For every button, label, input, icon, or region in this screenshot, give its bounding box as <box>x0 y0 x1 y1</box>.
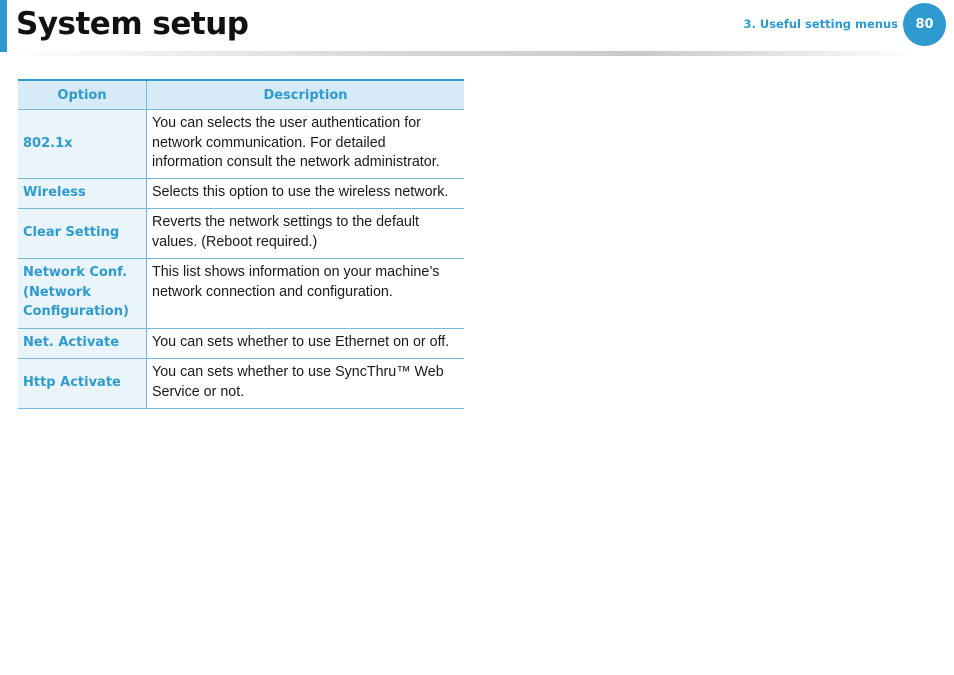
table-row <box>18 110 464 179</box>
header-divider <box>7 51 917 56</box>
option-cell: Network Conf. (Network Configuration) <box>18 259 147 329</box>
header-accent-bar <box>0 0 7 52</box>
option-cell: Http Activate <box>18 359 147 409</box>
description-cell: Reverts the network settings to the default values. (Reboot required.) <box>147 209 465 259</box>
page-title: System setup <box>16 6 249 42</box>
option-cell: Wireless <box>18 179 147 209</box>
options-table <box>18 79 464 409</box>
table-row <box>18 179 464 209</box>
table-row <box>18 359 464 409</box>
description-cell: Selects this option to use the wireless network. <box>147 179 465 209</box>
column-header-description: Description <box>147 80 465 110</box>
option-cell: Net. Activate <box>18 329 147 359</box>
option-cell: 802.1x <box>18 110 147 179</box>
table-row <box>18 259 464 329</box>
page-number-badge: 80 <box>903 3 946 46</box>
description-cell: You can selects the user authentication for network communication. For detailed information consult the network administrator. <box>147 110 465 179</box>
description-cell: You can sets whether to use Ethernet on or off. <box>147 329 465 359</box>
table-header-row <box>18 80 464 110</box>
option-cell: Clear Setting <box>18 209 147 259</box>
description-cell: You can sets whether to use SyncThru™ Web Service or not. <box>147 359 465 409</box>
table-row <box>18 329 464 359</box>
column-header-option: Option <box>18 80 147 110</box>
description-cell: This list shows information on your machine’s network connection and configuration. <box>147 259 465 329</box>
section-label: 3. Useful setting menus <box>743 17 898 31</box>
table-row <box>18 209 464 259</box>
